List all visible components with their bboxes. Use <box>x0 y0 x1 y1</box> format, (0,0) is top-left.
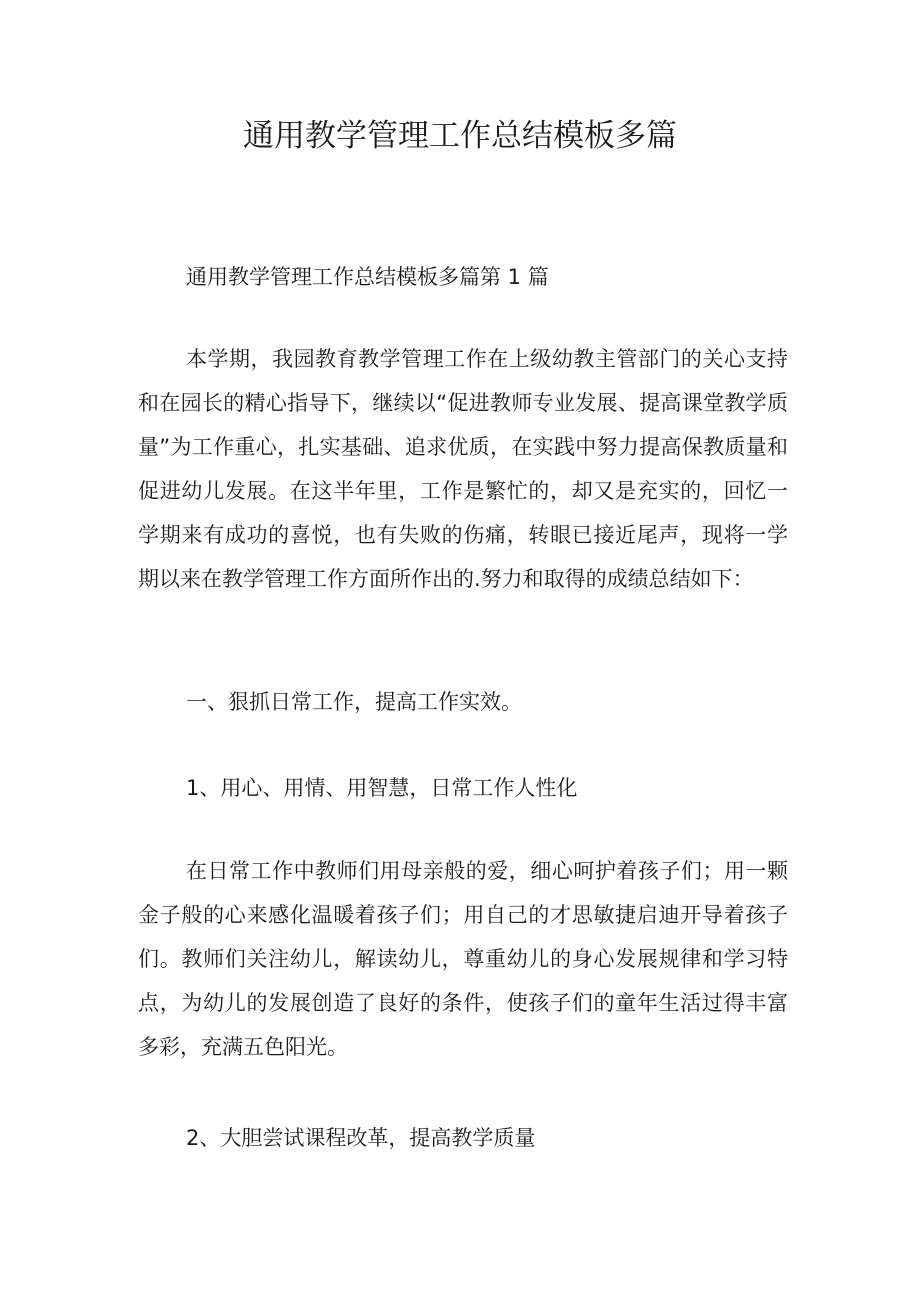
document-title: 通用教学管理工作总结模板多篇 <box>243 118 677 154</box>
article-subtitle: 通用教学管理工作总结模板多篇第 1 篇 <box>186 265 549 289</box>
section-heading-1: 一、狠抓日常工作，提高工作实效。 <box>186 690 522 714</box>
subsection-heading-1-1: 1、用心、用情、用智慧，日常工作人性化 <box>186 776 578 800</box>
intro-paragraph: 本学期，我园教育教学管理工作在上级幼教主管部门的关心支持和在园长的精心指导下，继续以“促进教师专业发展、提高课堂教学质量”为工作重心，扎实基础、追求优质，在实践中努力提高保教质量和促进幼儿发展。在这半年里，工作是繁忙的，却又是充实的，回忆一学期来有成功的喜悦，也有失败的伤痛，转眼已接近尾声，现将一学期以来在教学管理工作方面所作出的.努力和取得的成绩总结如下： <box>138 347 788 591</box>
daily-work-paragraph: 在日常工作中教师们用母亲般的爱，细心呵护着孩子们；用一颗金子般的心来感化温暖着孩子们；用自己的才思敏捷启迪开导着孩子们。教师们关注幼儿，解读幼儿，尊重幼儿的身心发展规律和学习特点，为幼儿的发展创造了良好的条件，使孩子们的童年生活过得丰富多彩，充满五色阳光。 <box>138 859 788 1059</box>
subsection-heading-1-2: 2、大胆尝试课程改革，提高教学质量 <box>186 1126 536 1150</box>
